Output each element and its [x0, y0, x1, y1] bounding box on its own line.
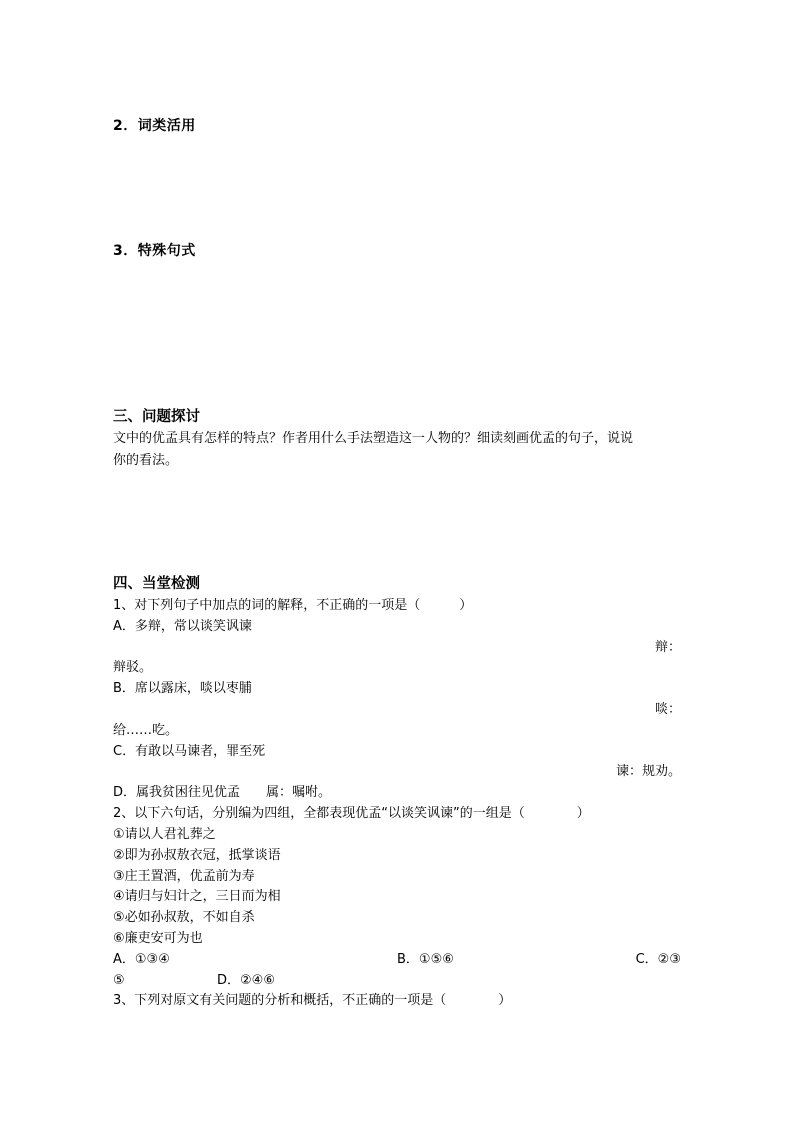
q1-stem: 1、对下列句子中加点的词的解释，不正确的一项是（ ） — [113, 598, 473, 613]
q2-option-c: C．②③ — [635, 952, 681, 967]
q3-stem: 3、下列对原文有关问题的分析和概括，不正确的一项是（ ） — [113, 993, 512, 1008]
section-2-heading: 2．词类活用 — [113, 118, 196, 134]
q2-option-a: A．①③④ — [113, 952, 170, 967]
q1-option-a: A．多辩，常以谈笑讽谏 — [113, 619, 252, 634]
q1-option-b-gloss: 啖： — [654, 702, 681, 717]
part-4-heading: 四、当堂检测 — [113, 576, 200, 592]
q2-item-3: ③庄王置酒，优孟前为寿 — [113, 869, 255, 884]
q2-option-d: D．②④⑥ — [217, 973, 275, 988]
q2-item-5: ⑤必如孙叔敖，不如自杀 — [113, 910, 255, 925]
q2-item-1: ①请以人君礼葬之 — [113, 827, 216, 842]
section-3-heading: 3．特殊句式 — [113, 243, 196, 259]
q2-stem: 2、以下六句话，分别编为四组，全都表现优孟“以谈笑讽谏”的一组是（ ） — [113, 806, 590, 821]
q2-item-6: ⑥廉吏安可为也 — [113, 931, 203, 946]
part-3-question-line-2: 你的看法。 — [113, 453, 179, 468]
q1-option-c-gloss: 谏：规劝。 — [615, 764, 681, 779]
q2-item-2: ②即为孙叔敖衣冠，抵掌谈语 — [113, 848, 281, 863]
part-3-question-line-1: 文中的优孟具有怎样的特点？作者用什么手法塑造这一人物的？细读刻画优孟的句子，说说 — [113, 431, 634, 446]
q2-item-4: ④请归与妇计之，三日而为相 — [113, 889, 281, 904]
q1-option-a-gloss: 辩： — [654, 640, 681, 655]
q2-option-c-cont: ⑤ — [113, 973, 125, 988]
q1-option-b-gloss-cont: 给……吃。 — [113, 723, 179, 738]
part-3-heading: 三、问题探讨 — [113, 409, 200, 425]
q1-option-c: C．有敢以马谏者，罪至死 — [113, 744, 266, 759]
q1-option-d: D．属我贫困往见优孟 属：嘱咐。 — [113, 785, 332, 800]
q1-option-a-gloss-cont: 辩驳。 — [113, 660, 153, 675]
q1-option-b: B．席以露床，啖以枣脯 — [113, 681, 252, 696]
q2-option-b: B．①⑤⑥ — [397, 952, 454, 967]
